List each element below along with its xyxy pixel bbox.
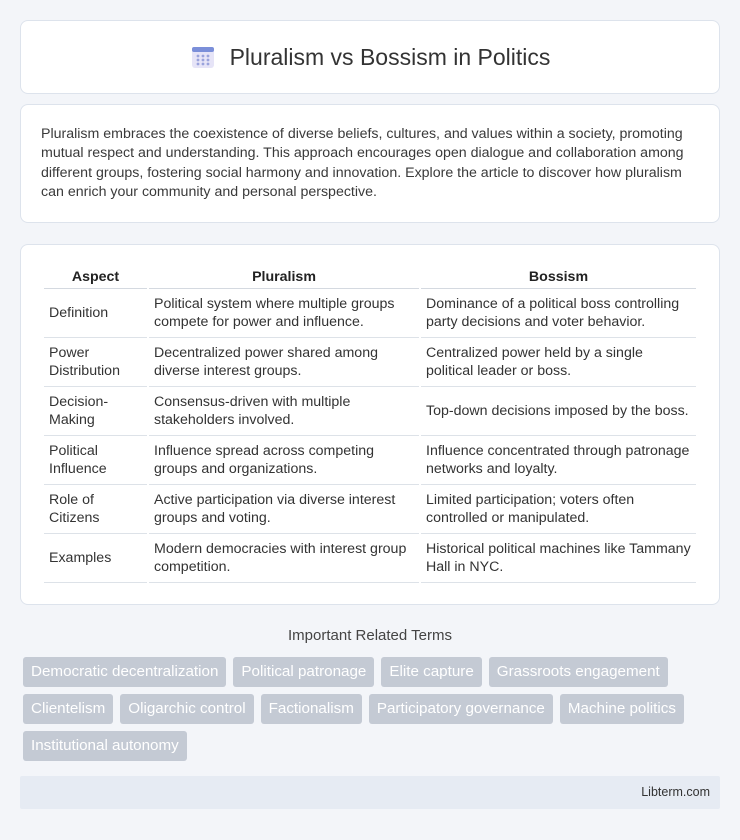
table-row	[44, 436, 696, 485]
comparison-table-card	[20, 244, 720, 605]
related-terms-list	[20, 657, 720, 761]
related-terms-title: Important Related Terms	[288, 626, 452, 644]
comparison-table	[42, 265, 698, 583]
cell-bossism: Dominance of a political boss controlling party decisions and voter behavior.	[421, 289, 696, 338]
cell-aspect: Decision-Making	[44, 387, 147, 436]
table-row	[44, 387, 696, 436]
cell-pluralism: Decentralized power shared among diverse interest groups.	[149, 338, 419, 387]
table-row	[44, 534, 696, 583]
cell-bossism: Limited participation; voters often controlled or manipulated.	[421, 485, 696, 534]
cell-pluralism: Consensus-driven with multiple stakeholders involved.	[149, 387, 419, 436]
intro-paragraph: Pluralism embraces the coexistence of diverse beliefs, cultures, and values within a society, promoting mutual respect and understanding. This approach encourages open dialogue and collaboration among different groups, fostering social harmony and innovation. Explore the article to discover how pluralism can enrich your community and personal perspective.	[20, 104, 720, 223]
table-icon	[190, 44, 216, 70]
term-tag[interactable]: Machine politics	[560, 694, 684, 724]
page-title: Pluralism vs Bossism in Politics	[229, 43, 551, 70]
cell-pluralism: Active participation via diverse interest groups and voting.	[149, 485, 419, 534]
term-tag[interactable]: Clientelism	[23, 694, 113, 724]
term-tag[interactable]: Institutional autonomy	[23, 731, 187, 761]
cell-aspect: Power Distribution	[44, 338, 147, 387]
header-bossism: Bossism	[421, 265, 696, 289]
header-aspect: Aspect	[44, 265, 147, 289]
term-tag[interactable]: Elite capture	[381, 657, 481, 687]
term-tag[interactable]: Democratic decentralization	[23, 657, 226, 687]
cell-aspect: Examples	[44, 534, 147, 583]
table-row	[44, 485, 696, 534]
cell-pluralism: Modern democracies with interest group competition.	[149, 534, 419, 583]
term-tag[interactable]: Political patronage	[233, 657, 374, 687]
term-tag[interactable]: Oligarchic control	[120, 694, 253, 724]
cell-aspect: Role of Citizens	[44, 485, 147, 534]
cell-bossism: Historical political machines like Tammany Hall in NYC.	[421, 534, 696, 583]
header-card	[20, 20, 720, 94]
cell-bossism: Centralized power held by a single political leader or boss.	[421, 338, 696, 387]
cell-aspect: Definition	[44, 289, 147, 338]
cell-bossism: Top-down decisions imposed by the boss.	[421, 387, 696, 436]
table-row	[44, 338, 696, 387]
table-header-row	[44, 265, 696, 289]
table-row	[44, 289, 696, 338]
header-pluralism: Pluralism	[149, 265, 419, 289]
cell-pluralism: Influence spread across competing groups and organizations.	[149, 436, 419, 485]
cell-pluralism: Political system where multiple groups compete for power and influence.	[149, 289, 419, 338]
term-tag[interactable]: Grassroots engagement	[489, 657, 668, 687]
term-tag[interactable]: Factionalism	[261, 694, 362, 724]
term-tag[interactable]: Participatory governance	[369, 694, 553, 724]
footer-link[interactable]: Libterm.com	[641, 785, 710, 800]
footer	[20, 776, 720, 809]
cell-aspect: Political Influence	[44, 436, 147, 485]
cell-bossism: Influence concentrated through patronage networks and loyalty.	[421, 436, 696, 485]
